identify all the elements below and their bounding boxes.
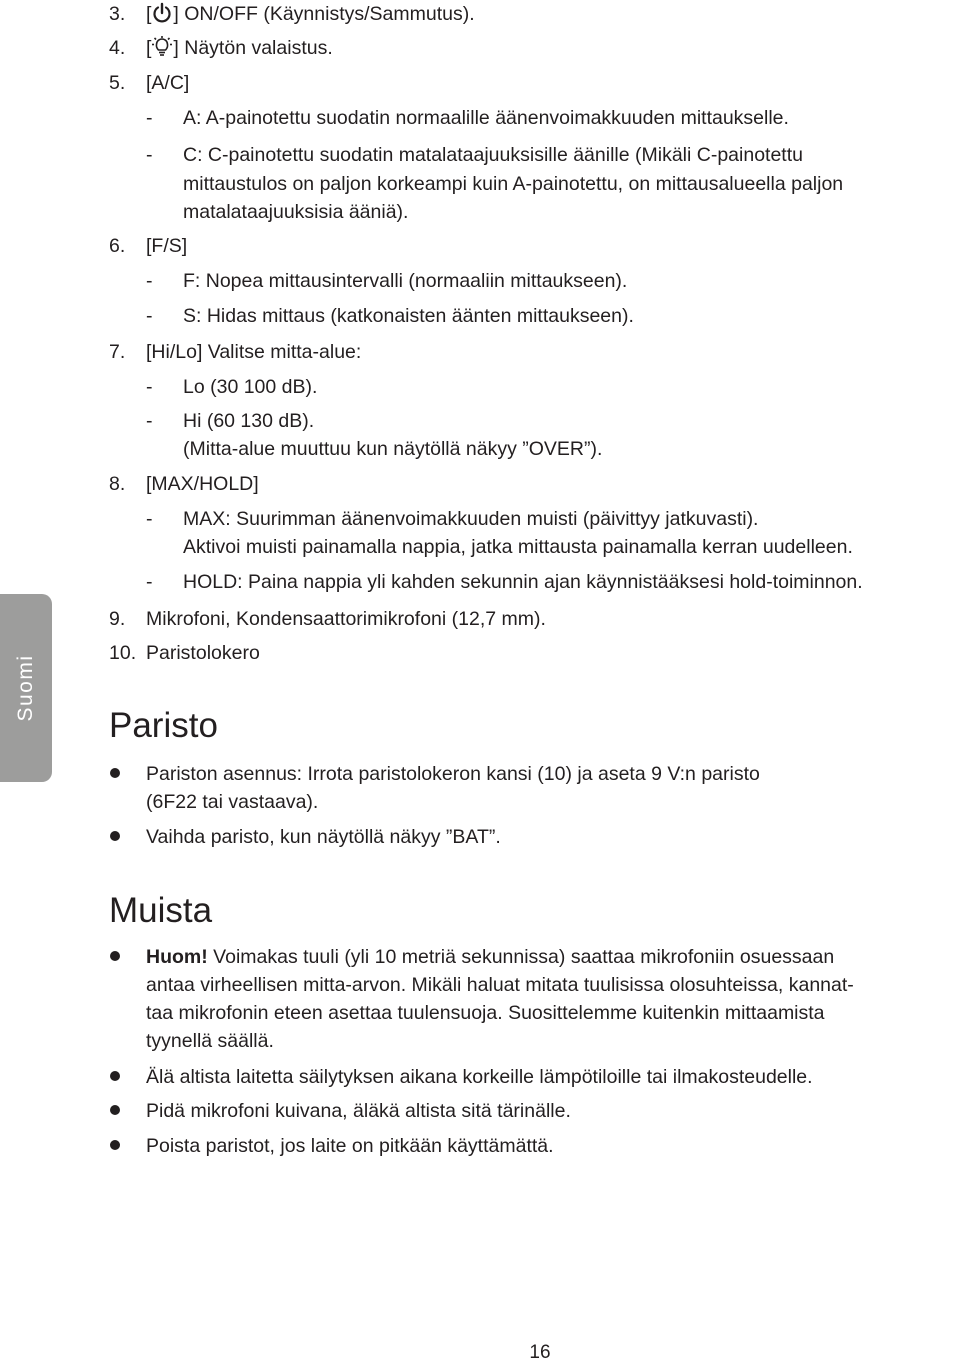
bullet [110, 1071, 120, 1081]
item-5-c-text: C: C-painotettu suodatin matalataajuuksisille äänille (Mikäli C-painotettu [183, 144, 803, 166]
item-8-max-text-2: Aktivoi muisti painamalla nappia, jatka mittausta painamalla kerran uudelleen. [183, 536, 853, 558]
item-8-hold-text: HOLD: Paina nappia yli kahden sekunnin ajan käynnistääksesi hold-toiminnon. [183, 571, 863, 593]
item-8-max-text: MAX: Suurimman äänenvoimakkuuden muisti (päivittyy jatkuvasti). [183, 508, 759, 530]
item-3-label: ] ON/OFF (Käynnistys/Sammutus). [173, 3, 475, 25]
item-number: 7. [109, 341, 126, 363]
muista-bullet-1-line-2: antaa virheellisen mitta-arvon. Mikäli haluat mitata tuulisissa olosuhteissa, kannat- [146, 974, 854, 996]
item-5-c-text-2: mittaustulos on paljon korkeampi kuin A-painotettu, on mittausalueella paljon [183, 173, 844, 195]
muista-bullet-1 [146, 945, 834, 969]
language-side-tab [0, 594, 52, 782]
paristo-bullet-2: Vaihda paristo, kun näytöllä näkyy ”BAT”. [146, 826, 501, 848]
item-6-label: [F/S] [146, 235, 188, 257]
muista-bullet-1-line-4: tyynellä säällä. [146, 1030, 274, 1052]
item-6-s-text: S: Hidas mittaus (katkonaisten äänten mittaukseen). [183, 305, 634, 327]
paristo-bullet-1-line-2: (6F22 tai vastaava). [146, 791, 319, 813]
muista-bullet-4: Poista paristot, jos laite on pitkään käyttämättä. [146, 1135, 554, 1157]
item-7-hi-text: Hi (60 130 dB). [183, 410, 315, 432]
dash: - [146, 270, 153, 292]
item-7-hi-text-2: (Mitta-alue muuttuu kun näytöllä näkyy ”OVER”). [183, 438, 603, 460]
item-6-f-text: F: Nopea mittausintervalli (normaaliin mittaukseen). [183, 270, 628, 292]
item-7-lo-text: Lo (30 100 dB). [183, 376, 318, 398]
bullet [110, 768, 120, 778]
dash: - [146, 376, 153, 398]
muista-bullet-3: Pidä mikrofoni kuivana, äläkä altista sitä tärinälle. [146, 1100, 571, 1122]
paristo-bullet-1: Pariston asennus: Irrota paristolokeron kansi (10) ja aseta 9 V:n paristo [146, 763, 760, 785]
backlight-icon [151, 36, 173, 58]
dash: - [146, 305, 153, 327]
item-4-label: ] Näytön valaistus. [173, 37, 333, 59]
dash: - [146, 144, 153, 166]
section-heading-muista: Muista [109, 891, 213, 930]
dash: - [146, 508, 153, 530]
item-number: 3. [109, 3, 126, 25]
bracket-open: [ [146, 3, 152, 25]
item-8-label: [MAX/HOLD] [146, 473, 259, 495]
bracket-open: [ [146, 37, 152, 59]
dash: - [146, 571, 153, 593]
item-number: 9. [109, 608, 126, 630]
item-10-label: Paristolokero [146, 642, 260, 664]
power-icon [151, 2, 173, 24]
bullet [110, 1105, 120, 1115]
bullet [110, 951, 120, 961]
item-5-label: [A/C] [146, 72, 190, 94]
muista-bullet-2: Älä altista laitetta säilytyksen aikana korkeille lämpötiloille tai ilmakosteudelle. [146, 1066, 813, 1088]
page-number: 16 [529, 1342, 551, 1363]
bullet [110, 831, 120, 841]
muista-bullet-1-text: Voimakas tuuli (yli 10 metriä sekunnissa) saattaa mikrofoniin osuessaan [207, 946, 835, 968]
section-heading-paristo: Paristo [109, 706, 218, 745]
note-label: Huom! [146, 946, 208, 968]
item-7-label: [Hi/Lo] Valitse mitta-alue: [146, 341, 362, 363]
item-5-a-text: A: A-painotettu suodatin normaalille äänenvoimakkuuden mittaukselle. [183, 107, 789, 129]
item-number: 4. [109, 37, 126, 59]
item-5-c-text-3: matalataajuuksisia ääniä). [183, 201, 409, 223]
item-number: 6. [109, 235, 126, 257]
item-9-label: Mikrofoni, Kondensaattorimikrofoni (12,7 mm). [146, 608, 546, 630]
item-number: 5. [109, 72, 126, 94]
muista-bullet-1-line-3: taa mikrofonin eteen asettaa tuulensuoja. Suosittelemme kuitenkin mittaamista [146, 1002, 825, 1024]
dash: - [146, 107, 153, 129]
item-3-text [146, 2, 475, 26]
language-tab-label: Suomi [14, 654, 37, 722]
item-number: 10. [109, 642, 137, 664]
bullet [110, 1140, 120, 1150]
item-4-text [146, 36, 333, 60]
dash: - [146, 410, 153, 432]
item-number: 8. [109, 473, 126, 495]
